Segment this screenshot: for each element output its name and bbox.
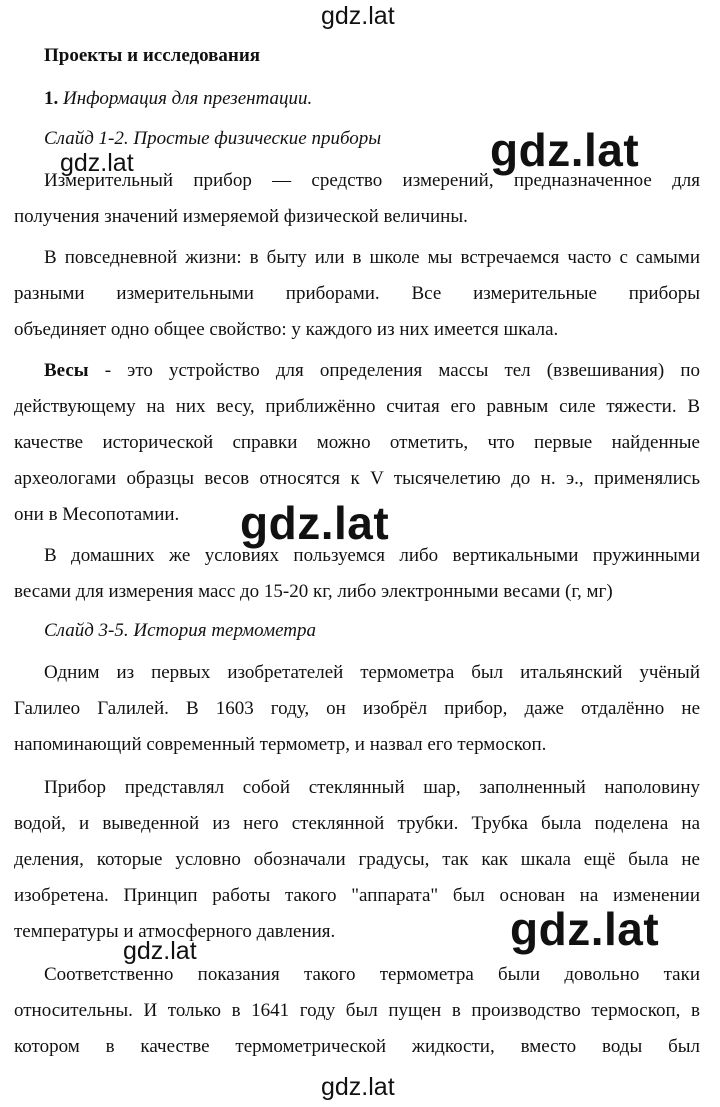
paragraph-thermometer-readings (14, 957, 700, 1065)
paragraph-line: действующему на них весу, приближённо считая его равным силе тяжести. В (14, 396, 700, 417)
paragraph-scales (14, 353, 700, 533)
item-1-text: Информация для презентации. (63, 88, 313, 109)
watermark-small-left-2: gdz.lat (123, 937, 197, 965)
watermark-bottom: gdz.lat (321, 1073, 395, 1101)
watermark-small-left-1: gdz.lat (60, 149, 134, 177)
slide-title-3-5: Слайд 3-5. История термометра (44, 620, 316, 641)
paragraph-line: Прибор представлял собой стеклянный шар, заполненный наполовину (44, 777, 700, 798)
paragraph-line: получения значений измеряемой физической величины. (14, 206, 468, 227)
paragraph-line: качестве исторической справки можно отметить, что первые найденные (14, 432, 700, 453)
item-1 (44, 88, 700, 110)
paragraph-line-rest: - это устройство для определения массы тел (взвешивания) по (104, 360, 701, 381)
watermark-top: gdz.lat (321, 2, 395, 30)
section-heading: Проекты и исследования (44, 45, 261, 66)
paragraph-line: Одним из первых изобретателей термометра был итальянский учёный (44, 662, 700, 683)
paragraph-line (14, 353, 700, 389)
paragraph-line: Галилео Галилей. В 1603 году, он изобрёл прибор, даже отдалённо не (14, 698, 700, 719)
paragraph-line: объединяет одно общее свойство: у каждого из них имеется шкала. (14, 319, 559, 340)
watermark-large-1: gdz.lat (490, 124, 640, 176)
item-1-number: 1. (44, 88, 59, 109)
paragraph-line: котором в качестве термометрической жидкости, вместо воды был (14, 1036, 700, 1057)
paragraph-line: относительны. И только в 1641 году был пущен в производство термоскоп, в (14, 1000, 700, 1021)
paragraph-line: В домашних же условиях пользуемся либо вертикальными пружинными (44, 545, 700, 566)
paragraph-line: температуры и атмосферного давления. (14, 921, 336, 942)
paragraph-line: Измерительный прибор — средство измерений, предназначенное для (44, 170, 700, 191)
paragraph-measuring-device (14, 163, 700, 235)
paragraph-line: разными измерительными приборами. Все измерительные приборы (14, 283, 700, 304)
paragraph-everyday-life (14, 240, 700, 348)
paragraph-line: напоминающий современный термометр, и назвал его термоскоп. (14, 734, 547, 755)
slide-title-1-2: Слайд 1-2. Простые физические приборы (44, 128, 382, 149)
paragraph-line: Соответственно показания такого термометра были довольно таки (44, 964, 700, 985)
paragraph-device-description (14, 770, 700, 950)
paragraph-line: изобретена. Принцип работы такого "аппарата" был основан на изменении (14, 885, 700, 906)
paragraph-line: водой, и выведенной из него стеклянной трубки. Трубка была поделена на (14, 813, 700, 834)
paragraph-line: В повседневной жизни: в быту или в школе мы встречаемся часто с самыми (44, 247, 700, 268)
paragraph-line: весами для измерения масс до 15-20 кг, либо электронными весами (г, мг) (14, 581, 613, 602)
bold-term-scales: Весы (44, 360, 89, 381)
paragraph-galileo (14, 655, 700, 763)
paragraph-line: они в Месопотамии. (14, 504, 180, 525)
watermark-large-2: gdz.lat (510, 903, 660, 955)
paragraph-line: археологами образцы весов относятся к V тысячелетию до н. э., применялись (14, 468, 700, 489)
paragraph-home-scales (14, 538, 700, 610)
watermark-large-center: gdz.lat (240, 497, 390, 549)
paragraph-line: деления, которые условно обозначали градусы, так как шкала ещё была не (14, 849, 700, 870)
